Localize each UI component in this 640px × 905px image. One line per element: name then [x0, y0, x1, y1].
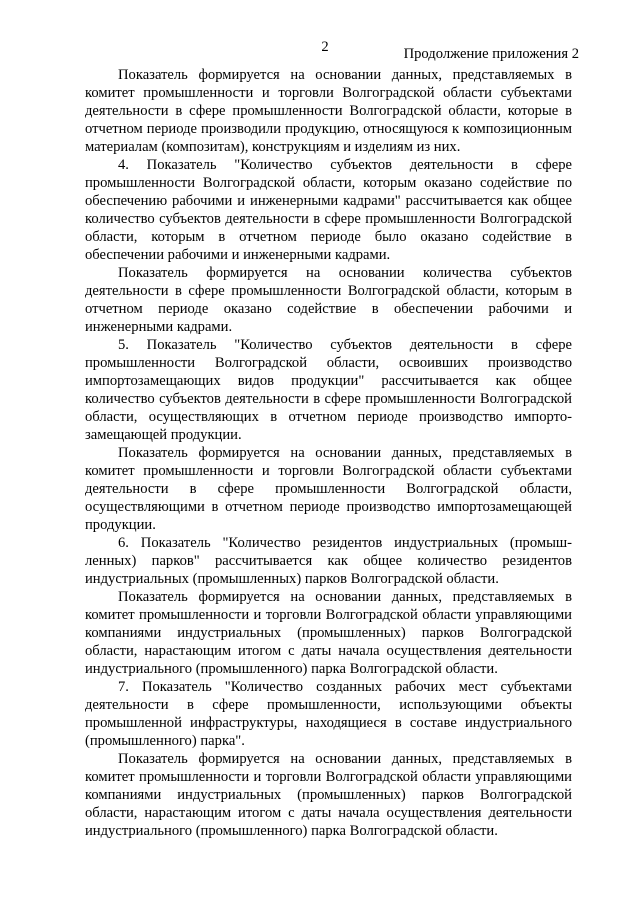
paragraph: 7. Показатель "Количество созданных рабочих мест субъектами деятельности в сфере промышленности, использующими объекты промышленной инфраструктуры, находящиеся в составе индустриального (промышленного) парка". [85, 679, 572, 749]
paragraph: Показатель формируется на основании количества субъектов деятельности в сфере промышленности Волгоградской области, которым в отчетном периоде оказано содействие в обеспечении рабочими и инженерными кадрами. [85, 265, 572, 335]
paragraph: 6. Показатель "Количество резидентов индустриальных (промышленных) парков" рассчитывается как общее количество резидентов индустриальных (промышленных) парков Волгоградской области. [85, 535, 572, 587]
paragraph: Показатель формируется на основании данных, представляемых в комитет промышленности и торговли Волгоградской области субъектами деятельности в сфере промышленности Волгоградской области, осуществляющими в отчетном периоде производство импортозамещающей продукции. [85, 445, 572, 533]
continuation-note: Продолжение приложения 2 [403, 46, 579, 62]
paragraph: 4. Показатель "Количество субъектов деятельности в сфере промышленности Волгоградской области, которым оказано содействие по обеспечению рабочими и инженерными кадрами" рассчитывается как общее количество субъектов деятельности в сфере промышленности Волгоградской области, которым в отчетном периоде было оказано содействие в обеспечении рабочими и инженерными кадрами. [85, 157, 572, 263]
paragraph: Показатель формируется на основании данных, представляемых в комитет промышленности и торговли Волгоградской области субъектами деятельности в сфере промышленности Волгоградской области, которые в отчетном периоде производили продукцию, относящуюся к композиционным материалам (композитам), конструкциям и изделиям из них. [85, 67, 572, 155]
page-number: 2 [321, 39, 329, 55]
paragraph: Показатель формируется на основании данных, представляемых в комитет промышленности и торговли Волгоградской области управляющими компаниями индустриальных (промышленных) парков Волгоградской области, нарастающим итогом с даты начала осуществления деятельности индустриального (промышленного) парка Волгоградской области. [85, 751, 572, 839]
paragraph: Показатель формируется на основании данных, представляемых в комитет промышленности и торговли Волгоградской области управляющими компаниями индустриальных (промышленных) парков Волгоградской области, нарастающим итогом с даты начала осуществления деятельности индустриального (промышленного) парка Волгоградской области. [85, 589, 572, 677]
paragraph: 5. Показатель "Количество субъектов деятельности в сфере промышленности Волгоградской области, освоивших производство импортозамещающих видов продукции" рассчитывается как общее количество субъектов деятельности в сфере промышленности Волгоградской области, осуществляющих в отчетном периоде производство импортозамещающей продукции. [85, 337, 572, 443]
document-body [85, 66, 572, 840]
